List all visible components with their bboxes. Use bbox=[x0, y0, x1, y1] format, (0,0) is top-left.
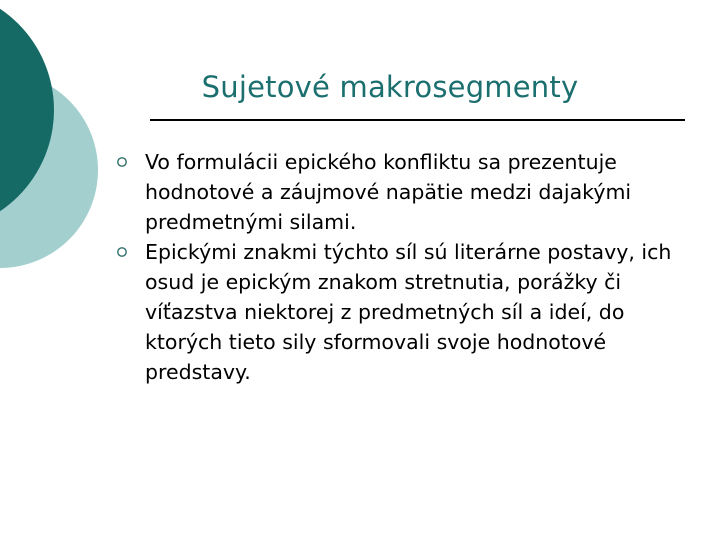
bullet-text: Epickými znakmi týchto síl sú literárne postavy, ich osud je epickým znakom stretnutia, porážky či víťazstva niektorej z predmetných síl a ideí, do ktorých tieto sily sformovali svoje hodnotové predstavy. bbox=[145, 240, 672, 384]
title-divider bbox=[150, 119, 685, 121]
bullet-list bbox=[110, 147, 700, 387]
hollow-circle-bullet-icon bbox=[113, 147, 131, 177]
decorative-circles bbox=[0, 0, 120, 300]
bullet-text: Vo formulácii epického konfliktu sa prezentuje hodnotové a záujmové napätie medzi dajakými predmetnými silami. bbox=[145, 150, 632, 234]
slide-title: Sujetové makrosegmenty bbox=[201, 70, 579, 104]
hollow-circle-bullet-icon bbox=[113, 237, 131, 267]
list-item bbox=[110, 147, 700, 237]
list-item bbox=[110, 237, 700, 387]
